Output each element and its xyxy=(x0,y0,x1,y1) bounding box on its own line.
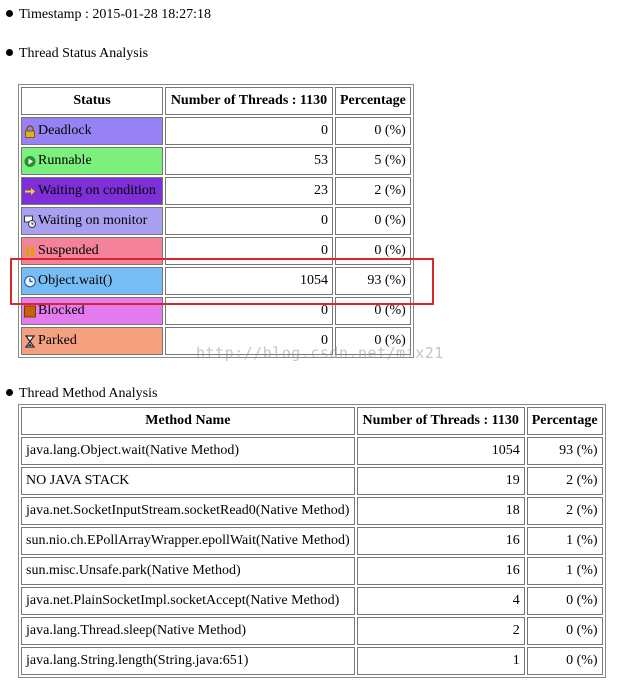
clock-icon xyxy=(24,275,36,288)
method-thread-count: 16 xyxy=(357,527,525,555)
method-row xyxy=(21,647,603,675)
method-row xyxy=(21,527,603,555)
status-cell xyxy=(21,297,163,325)
thread-percentage: 0 (%) xyxy=(335,117,411,145)
watermark: http://blog.csdn.net/mix21 xyxy=(196,344,444,362)
bullet-icon xyxy=(6,10,13,17)
arrow-right-icon xyxy=(24,185,36,198)
status-row-waiting-on-condition xyxy=(21,177,411,205)
status-row-runnable xyxy=(21,147,411,175)
timestamp-line xyxy=(6,6,211,24)
method-name-header: Method Name xyxy=(21,407,355,435)
status-label: Blocked xyxy=(38,303,85,318)
thread-count: 0 xyxy=(165,117,333,145)
bullet-icon xyxy=(6,49,13,56)
method-thread-count: 19 xyxy=(357,467,525,495)
status-label: Runnable xyxy=(38,153,92,168)
status-row-waiting-on-monitor xyxy=(21,207,411,235)
method-row xyxy=(21,467,603,495)
thread-status-title: Thread Status Analysis xyxy=(19,46,149,61)
method-percentage-header: Percentage xyxy=(527,407,603,435)
bullet-icon xyxy=(6,389,13,396)
method-count-header: Number of Threads : 1130 xyxy=(357,407,525,435)
lock-icon xyxy=(24,125,36,138)
method-percentage: 2 (%) xyxy=(527,497,603,525)
thread-count: 23 xyxy=(165,177,333,205)
pause-icon xyxy=(24,245,36,258)
thread-count: 0 xyxy=(165,297,333,325)
status-cell xyxy=(21,117,163,145)
thread-percentage: 5 (%) xyxy=(335,147,411,175)
method-thread-count: 4 xyxy=(357,587,525,615)
block-square-icon xyxy=(24,305,36,318)
method-name: NO JAVA STACK xyxy=(21,467,355,495)
status-label: Suspended xyxy=(38,243,99,258)
method-name: sun.nio.ch.EPollArrayWrapper.epollWait(Native Method) xyxy=(21,527,355,555)
thread-percentage: 0 (%) xyxy=(335,297,411,325)
status-label: Deadlock xyxy=(38,123,92,138)
thread-percentage: 0 (%) xyxy=(335,207,411,235)
status-label: Object.wait() xyxy=(38,273,113,288)
method-name: java.lang.String.length(String.java:651) xyxy=(21,647,355,675)
method-percentage: 93 (%) xyxy=(527,437,603,465)
method-percentage: 1 (%) xyxy=(527,527,603,555)
method-percentage: 0 (%) xyxy=(527,587,603,615)
hourglass-icon xyxy=(24,335,36,348)
percentage-header: Percentage xyxy=(335,87,411,115)
status-cell xyxy=(21,267,163,295)
thread-status-table xyxy=(18,84,414,358)
status-row-suspended xyxy=(21,237,411,265)
thread-count: 53 xyxy=(165,147,333,175)
method-name: java.lang.Thread.sleep(Native Method) xyxy=(21,617,355,645)
thread-percentage: 93 (%) xyxy=(335,267,411,295)
status-label: Parked xyxy=(38,333,77,348)
thread-count: 1054 xyxy=(165,267,333,295)
method-row xyxy=(21,497,603,525)
thread-percentage: 0 (%) xyxy=(335,327,411,355)
thread-method-heading xyxy=(6,385,157,403)
method-percentage: 0 (%) xyxy=(527,617,603,645)
status-row-blocked xyxy=(21,297,411,325)
status-cell xyxy=(21,147,163,175)
method-name: sun.misc.Unsafe.park(Native Method) xyxy=(21,557,355,585)
status-row-deadlock xyxy=(21,117,411,145)
method-percentage: 0 (%) xyxy=(527,647,603,675)
method-thread-count: 18 xyxy=(357,497,525,525)
timestamp-text: Timestamp : 2015-01-28 18:27:18 xyxy=(19,7,211,22)
method-row xyxy=(21,587,603,615)
status-cell xyxy=(21,327,163,355)
thread-count: 0 xyxy=(165,207,333,235)
monitor-clock-icon xyxy=(24,215,36,228)
status-cell xyxy=(21,207,163,235)
status-header: Status xyxy=(21,87,163,115)
play-icon xyxy=(24,155,36,168)
method-percentage: 2 (%) xyxy=(527,467,603,495)
method-percentage: 1 (%) xyxy=(527,557,603,585)
method-name: java.net.PlainSocketImpl.socketAccept(Native Method) xyxy=(21,587,355,615)
method-row xyxy=(21,617,603,645)
status-row-object-wait xyxy=(21,267,411,295)
method-header-row xyxy=(21,407,603,435)
thread-count: 0 xyxy=(165,237,333,265)
thread-method-table xyxy=(18,404,606,678)
method-name: java.lang.Object.wait(Native Method) xyxy=(21,437,355,465)
method-name: java.net.SocketInputStream.socketRead0(Native Method) xyxy=(21,497,355,525)
thread-percentage: 2 (%) xyxy=(335,177,411,205)
thread-status-heading xyxy=(6,45,148,63)
thread-count: 0 xyxy=(165,327,333,355)
method-row xyxy=(21,557,603,585)
method-row xyxy=(21,437,603,465)
status-label: Waiting on condition xyxy=(38,183,156,198)
method-thread-count: 1 xyxy=(357,647,525,675)
method-thread-count: 2 xyxy=(357,617,525,645)
status-cell xyxy=(21,237,163,265)
status-cell xyxy=(21,177,163,205)
status-header-row xyxy=(21,87,411,115)
method-thread-count: 16 xyxy=(357,557,525,585)
thread-method-title: Thread Method Analysis xyxy=(19,386,158,401)
method-thread-count: 1054 xyxy=(357,437,525,465)
status-label: Waiting on monitor xyxy=(38,213,148,228)
count-header: Number of Threads : 1130 xyxy=(165,87,333,115)
thread-percentage: 0 (%) xyxy=(335,237,411,265)
